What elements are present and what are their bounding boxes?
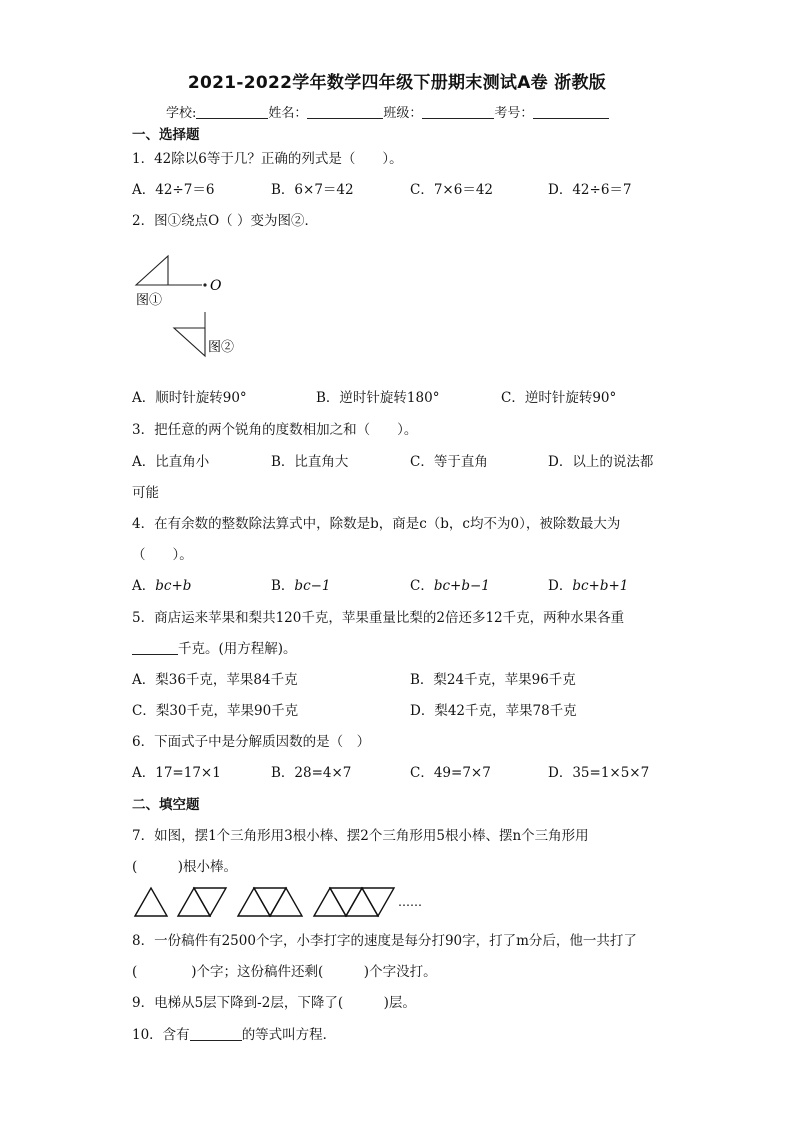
q5-option-b[interactable]: B．梨24千克，苹果96千克 bbox=[410, 672, 576, 688]
q4-stem-cont: （ ）。 bbox=[132, 547, 193, 563]
point-o-dot bbox=[203, 283, 206, 286]
name-blank[interactable] bbox=[307, 104, 383, 119]
q4-option-b-prefix: B． bbox=[271, 578, 295, 594]
q1-stem: 1．42除以6等于几？正确的列式是（ ）。 bbox=[132, 151, 403, 167]
q4-option-a-expr: bc+b bbox=[155, 578, 192, 594]
q4-option-b-expr: bc−1 bbox=[294, 578, 331, 594]
pattern-4-triangles bbox=[314, 888, 394, 916]
q5-answer-blank[interactable] bbox=[132, 640, 178, 655]
q4-option-d-expr: bc+b+1 bbox=[572, 578, 629, 594]
q3-option-c[interactable]: C．等于直角 bbox=[410, 454, 488, 470]
q9-stem: 9．电梯从5层下降到-2层，下降了( )层。 bbox=[132, 995, 416, 1011]
section-heading-fill: 二、填空题 bbox=[132, 797, 200, 813]
class-label: 班级： bbox=[383, 106, 423, 121]
q4-option-c[interactable] bbox=[410, 577, 490, 595]
pattern-3-triangles bbox=[238, 888, 302, 916]
q5-stem: 5．商店运来苹果和梨共120千克，苹果重量比梨的2倍还多12千克，两种水果各重 bbox=[132, 610, 625, 626]
figure-2-label: 图② bbox=[208, 340, 235, 355]
q10-answer-blank[interactable] bbox=[190, 1026, 242, 1041]
q6-stem: 6．下面式子中是分解质因数的是（ ） bbox=[132, 734, 371, 750]
q4-option-d[interactable] bbox=[548, 577, 628, 595]
q2-option-b[interactable]: B．逆时针旋转180° bbox=[316, 390, 440, 406]
q1-option-c[interactable]: C．7×6＝42 bbox=[410, 182, 493, 198]
exam-no-label: 考号： bbox=[494, 106, 534, 121]
name-label: 姓名： bbox=[268, 106, 308, 121]
q8-stem: 8．一份稿件有2500个字，小李打字的速度是每分打90字，打了m分后，他一共打了 bbox=[132, 933, 637, 949]
q4-option-d-prefix: D． bbox=[548, 578, 573, 594]
triangle-pattern-figure bbox=[132, 884, 452, 920]
q6-option-b[interactable]: B．28=4×7 bbox=[271, 765, 352, 781]
exam-no-blank[interactable] bbox=[533, 104, 609, 119]
q1-option-d[interactable]: D．42÷6＝7 bbox=[548, 182, 632, 198]
q2-stem: 2．图①绕点O（ ）变为图②． bbox=[132, 213, 318, 229]
q6-option-a[interactable]: A．17=17×1 bbox=[132, 765, 221, 781]
point-o-label: O bbox=[210, 278, 222, 294]
figure-1-label: 图① bbox=[136, 293, 163, 308]
q3-option-a[interactable]: A．比直角小 bbox=[132, 454, 210, 470]
q10-stem-b: 的等式叫方程． bbox=[241, 1027, 337, 1043]
q2-option-a[interactable]: A．顺时针旋转90° bbox=[132, 390, 247, 406]
q10-row bbox=[132, 1026, 336, 1044]
q3-option-d-continuation: 可能 bbox=[132, 485, 159, 501]
q4-option-a-prefix: A． bbox=[132, 578, 156, 594]
section-heading-choice: 一、选择题 bbox=[132, 127, 200, 143]
q10-stem-a: 10．含有 bbox=[132, 1027, 190, 1043]
q8-stem-cont: ( )个字；这份稿件还剩( )个字没打。 bbox=[132, 964, 437, 980]
q4-stem: 4．在有余数的整数除法算式中，除数是b，商是c（b，c均不为0），被除数最大为 bbox=[132, 516, 621, 532]
pattern-ellipsis: …… bbox=[398, 895, 422, 909]
q6-option-d[interactable]: D．35=1×5×7 bbox=[548, 765, 650, 781]
class-blank[interactable] bbox=[422, 104, 494, 119]
q5-option-c[interactable]: C．梨30千克，苹果90千克 bbox=[132, 703, 299, 719]
q7-stem: 7．如图，摆1个三角形用3根小棒、摆2个三角形用5根小棒、摆n个三角形用 bbox=[132, 828, 589, 844]
q4-option-a[interactable] bbox=[132, 577, 191, 595]
school-blank[interactable] bbox=[196, 104, 268, 119]
pattern-2-triangles bbox=[178, 888, 226, 916]
q1-option-b[interactable]: B．6×7＝42 bbox=[271, 182, 354, 198]
q5-stem-cont-row bbox=[132, 640, 297, 658]
q6-option-c[interactable]: C．49=7×7 bbox=[410, 765, 491, 781]
q4-option-b[interactable] bbox=[271, 577, 331, 595]
q4-option-c-expr: bc+b−1 bbox=[433, 578, 490, 594]
q1-option-a[interactable]: A．42÷7＝6 bbox=[132, 182, 215, 198]
pattern-1-triangle bbox=[135, 888, 167, 916]
q3-option-d[interactable]: D．以上的说法都 bbox=[548, 454, 654, 470]
q3-stem: 3．把任意的两个锐角的度数相加之和（ ）。 bbox=[132, 422, 418, 438]
student-info-row bbox=[166, 102, 609, 121]
q5-option-d[interactable]: D．梨42千克，苹果78千克 bbox=[410, 703, 577, 719]
q4-option-c-prefix: C． bbox=[410, 578, 434, 594]
q5-stem-cont: 千克。(用方程解)。 bbox=[178, 641, 297, 657]
page-title: 2021-2022学年数学四年级下册期末测试A卷 浙教版 bbox=[187, 73, 607, 93]
rotation-figure bbox=[128, 248, 248, 360]
q5-option-a[interactable]: A．梨36千克，苹果84千克 bbox=[132, 672, 298, 688]
school-label: 学校: bbox=[166, 106, 197, 121]
q3-option-b[interactable]: B．比直角大 bbox=[271, 454, 349, 470]
triangle-figure-1 bbox=[136, 256, 168, 285]
q2-option-c[interactable]: C．逆时针旋转90° bbox=[501, 390, 617, 406]
triangle-figure-2 bbox=[174, 328, 205, 356]
q7-stem-cont: ( )根小棒。 bbox=[132, 859, 238, 875]
